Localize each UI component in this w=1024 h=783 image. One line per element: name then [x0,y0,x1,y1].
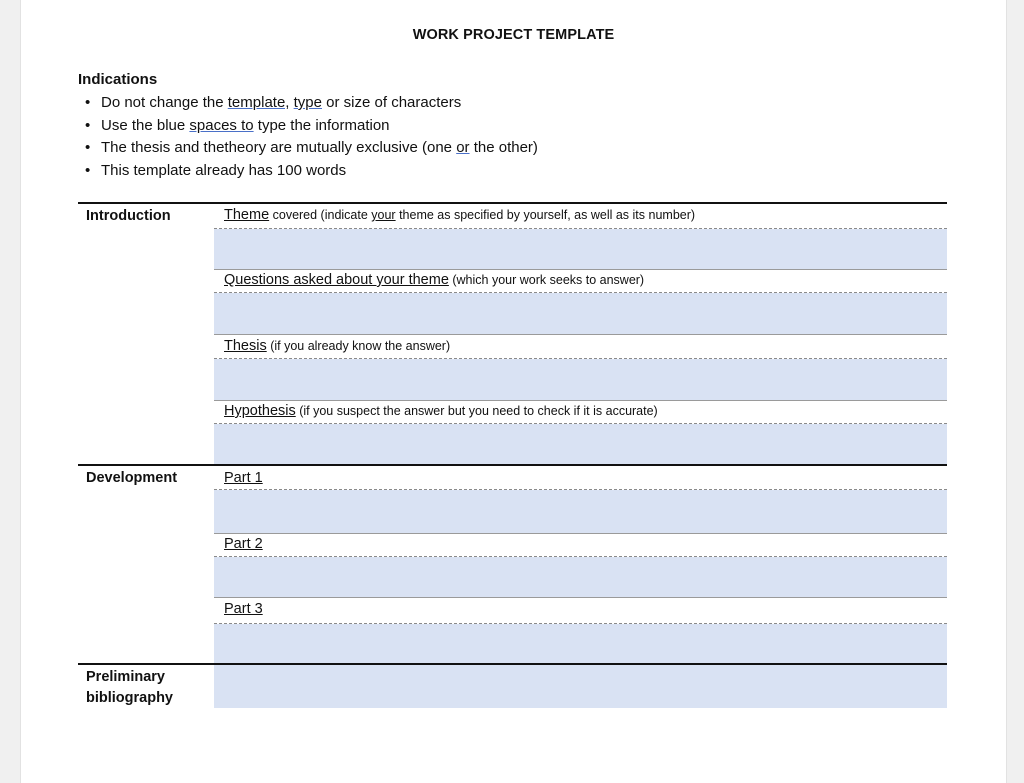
list-item: • This template already has 100 words [85,161,347,179]
section-label-bibliography: Preliminary bibliography [86,669,173,706]
bullet-icon: • [85,116,91,134]
part2-heading: Part 2 [224,536,263,552]
list-item: • Use the blue spaces to type the information [85,116,390,134]
section-label-development: Development [86,470,178,486]
hypothesis-input-field[interactable] [214,424,947,464]
part1-heading: Part 1 [224,470,263,486]
section-rule-introduction [78,202,947,204]
thesis-input-field[interactable] [214,359,947,401]
bullet-icon: • [85,139,91,156]
questions-heading: Questions asked about your theme (which your work seeks to answer) [224,272,645,288]
part2-input-field[interactable] [214,557,947,598]
section-label-introduction: Introduction [86,208,171,224]
indications-heading: Indications [78,71,158,88]
theme-heading: Theme covered (indicate your theme as specified by yourself, as well as its number) [224,207,696,223]
questions-input-field[interactable] [214,293,947,335]
bullet-icon: • [85,94,91,111]
theme-input-field[interactable] [214,229,947,270]
section-rule-development [78,464,947,466]
hypothesis-heading: Hypothesis (if you suspect the answer but you need to check if it is accurate) [224,403,658,419]
list-item: • Do not change the template, type or size of characters [85,94,462,111]
list-item: • The thesis and thetheory are mutually exclusive (one or the other) [85,139,538,156]
document-page [21,0,1006,783]
document-title: WORK PROJECT TEMPLATE [412,27,615,43]
part3-input-field[interactable] [214,624,947,663]
bullet-icon: • [85,161,91,179]
part3-heading: Part 3 [224,601,263,617]
part1-input-field[interactable] [214,490,947,534]
thesis-heading: Thesis (if you already know the answer) [224,338,451,354]
indications-list [85,93,538,183]
bibliography-input-field[interactable] [214,665,947,708]
